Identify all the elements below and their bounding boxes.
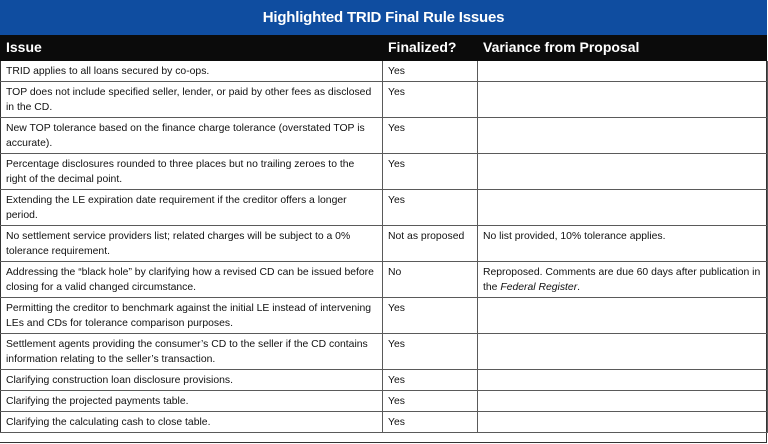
column-header-variance: Variance from Proposal (483, 39, 640, 55)
variance-text: Reproposed. Comments are due 60 days after publication in the (483, 267, 761, 293)
issue-cell: Percentage disclosures rounded to three places but no trailing zeroes to the right of the decimal point. (1, 154, 383, 190)
finalized-cell: Yes (383, 334, 478, 370)
variance-cell (478, 154, 768, 190)
issue-cell: Settlement agents providing the consumer’s CD to the seller if the CD contains information relating to the seller’s transaction. (1, 334, 383, 370)
variance-cell (478, 334, 768, 370)
issue-cell: TRID applies to all loans secured by co-ops. (1, 61, 383, 82)
finalized-cell: Yes (383, 61, 478, 82)
issue-cell: Permitting the creditor to benchmark against the initial LE instead of intervening LEs and CDs for tolerance comparison purposes. (1, 298, 383, 334)
issue-cell: TOP does not include specified seller, lender, or paid by other fees as disclosed in the CD. (1, 82, 383, 118)
table-row (1, 298, 768, 334)
finalized-cell: Yes (383, 118, 478, 154)
finalized-cell: Yes (383, 370, 478, 391)
variance-cell (478, 298, 768, 334)
issue-cell: Clarifying the projected payments table. (1, 391, 383, 412)
issues-table (0, 61, 768, 433)
issue-cell: Extending the LE expiration date requirement if the creditor offers a longer period. (1, 190, 383, 226)
column-header-finalized: Finalized? (388, 39, 457, 55)
table-row (1, 391, 768, 412)
issue-cell: No settlement service providers list; related charges will be subject to a 0% tolerance requirement. (1, 226, 383, 262)
table-row (1, 226, 768, 262)
finalized-cell: Yes (383, 391, 478, 412)
variance-cell (478, 190, 768, 226)
variance-cell (478, 391, 768, 412)
finalized-cell: Yes (383, 412, 478, 433)
finalized-cell: Yes (383, 190, 478, 226)
finalized-cell: Not as proposed (383, 226, 478, 262)
table-row (1, 334, 768, 370)
table-title: Highlighted TRID Final Rule Issues (0, 0, 767, 35)
federal-register-citation: Federal Register (500, 282, 578, 293)
finalized-cell: Yes (383, 82, 478, 118)
variance-cell (478, 370, 768, 391)
finalized-cell: Yes (383, 154, 478, 190)
table-row (1, 262, 768, 298)
issue-cell: Addressing the “black hole” by clarifying how a revised CD can be issued before closing for a valid changed circumstance. (1, 262, 383, 298)
table-row (1, 190, 768, 226)
finalized-cell: No (383, 262, 478, 298)
table-row (1, 370, 768, 391)
variance-cell (478, 82, 768, 118)
finalized-cell: Yes (383, 298, 478, 334)
variance-cell (478, 118, 768, 154)
variance-cell (478, 61, 768, 82)
variance-cell (478, 412, 768, 433)
table-row (1, 154, 768, 190)
table-row (1, 82, 768, 118)
issue-cell: Clarifying construction loan disclosure provisions. (1, 370, 383, 391)
variance-cell (478, 262, 768, 298)
table-row (1, 118, 768, 154)
table-row (1, 61, 768, 82)
issue-cell: Clarifying the calculating cash to close table. (1, 412, 383, 433)
column-header-issue: Issue (6, 39, 42, 55)
issue-cell: New TOP tolerance based on the finance charge tolerance (overstated TOP is accurate). (1, 118, 383, 154)
column-header-row (0, 35, 767, 61)
variance-period: . (577, 282, 581, 293)
table-row (1, 412, 768, 433)
variance-cell: No list provided, 10% tolerance applies. (478, 226, 768, 262)
